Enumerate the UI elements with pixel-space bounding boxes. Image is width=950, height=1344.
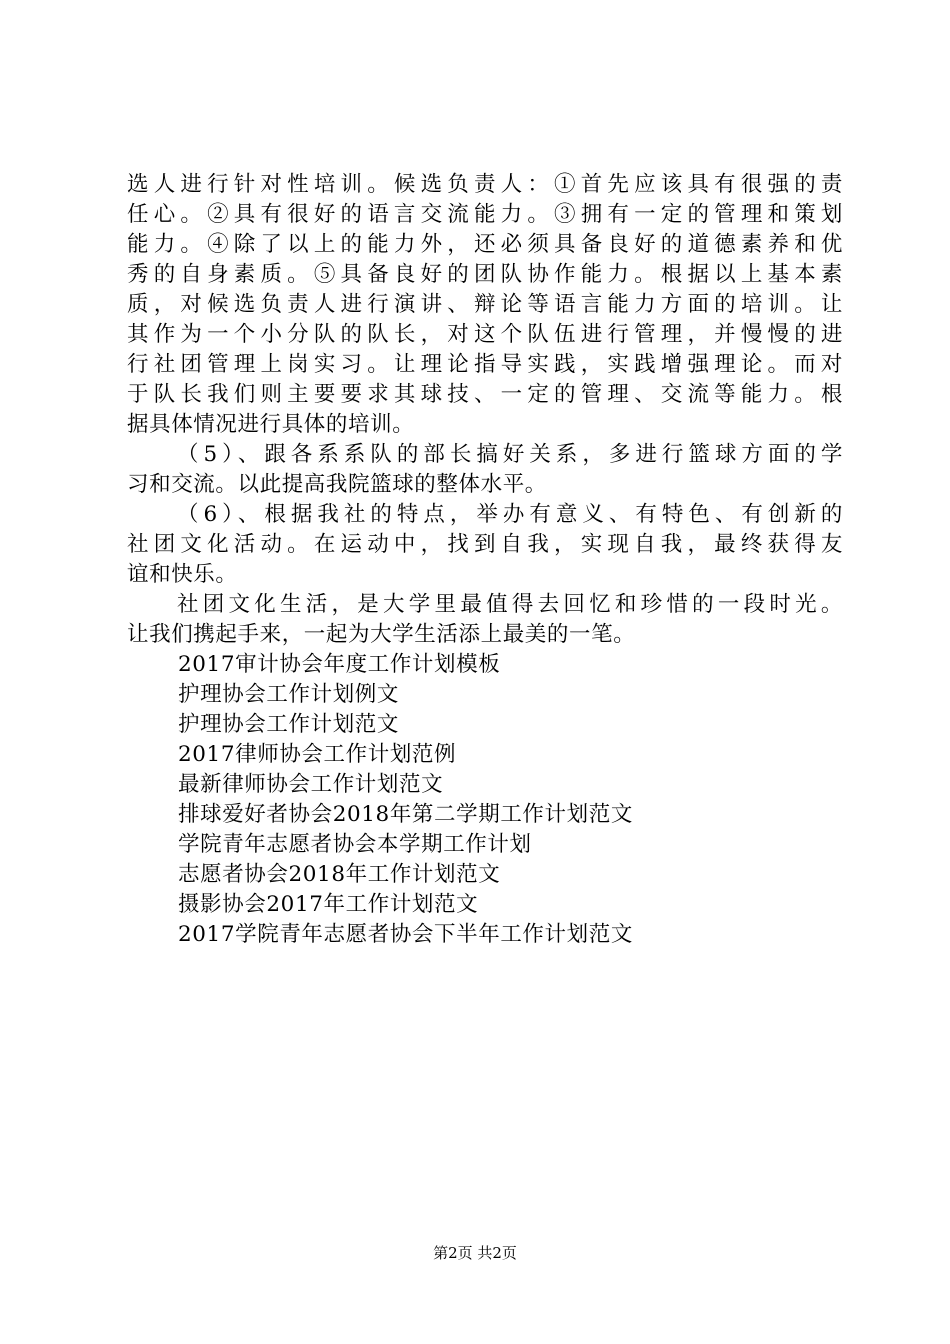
paragraph-training	[127, 170, 843, 440]
text-line: 其作为一个小分队的队长，对这个队伍进行管理，并慢慢的进	[127, 322, 843, 347]
text-line: 习和交流。以此提高我院篮球的整体水平。	[127, 472, 547, 497]
text-line: 行社团管理上岗实习。让理论指导实践，实践增强理论。而对	[127, 352, 843, 377]
text-line: 任心。②具有很好的语言交流能力。③拥有一定的管理和策划	[127, 202, 843, 227]
related-link[interactable]: 2017学院青年志愿者协会下半年工作计划范文	[178, 922, 633, 947]
text-line: 谊和快乐。	[127, 562, 238, 587]
related-link[interactable]: 摄影协会2017年工作计划范文	[178, 892, 479, 917]
text-line: 质，对候选负责人进行演讲、辩论等语言能力方面的培训。让	[127, 292, 843, 317]
text-line: 能力。④除了以上的能力外，还必须具备良好的道德素养和优	[127, 232, 843, 257]
related-links-list	[127, 650, 843, 950]
text-line: 据具体情况进行具体的培训。	[127, 412, 415, 437]
text-line: 于队长我们则主要要求其球技、一定的管理、交流等能力。根	[127, 382, 843, 407]
related-link[interactable]: 2017审计协会年度工作计划模板	[178, 652, 501, 677]
related-link[interactable]: 2017律师协会工作计划范例	[178, 742, 457, 767]
text-line: 社团文化生活，是大学里最值得去回忆和珍惜的一段时光。	[177, 592, 843, 617]
related-link[interactable]: 护理协会工作计划范文	[178, 712, 400, 737]
text-line: 社团文化活动。在运动中，找到自我，实现自我，最终获得友	[127, 532, 843, 557]
related-link[interactable]: 最新律师协会工作计划范文	[178, 772, 444, 797]
document-body	[127, 170, 843, 950]
text-line: （5）、跟各系系队的部长搞好关系，多进行篮球方面的学	[177, 442, 843, 467]
paragraph-closing	[127, 590, 843, 650]
page-indicator: 第2页 共2页	[433, 1244, 517, 1262]
paragraph-item-6	[127, 500, 843, 590]
text-line: 选人进行针对性培训。候选负责人：①首先应该具有很强的责	[127, 172, 843, 197]
related-link[interactable]: 学院青年志愿者协会本学期工作计划	[178, 832, 532, 857]
page-footer	[0, 1243, 950, 1263]
text-line: 让我们携起手来，一起为大学生活添上最美的一笔。	[127, 622, 636, 647]
text-line: 秀的自身素质。⑤具备良好的团队协作能力。根据以上基本素	[127, 262, 843, 287]
related-link[interactable]: 护理协会工作计划例文	[178, 682, 400, 707]
related-link[interactable]: 排球爱好者协会2018年第二学期工作计划范文	[178, 802, 633, 827]
paragraph-item-5	[127, 440, 843, 500]
text-line: （6）、根据我社的特点，举办有意义、有特色、有创新的	[177, 502, 843, 527]
related-link[interactable]: 志愿者协会2018年工作计划范文	[178, 862, 501, 887]
